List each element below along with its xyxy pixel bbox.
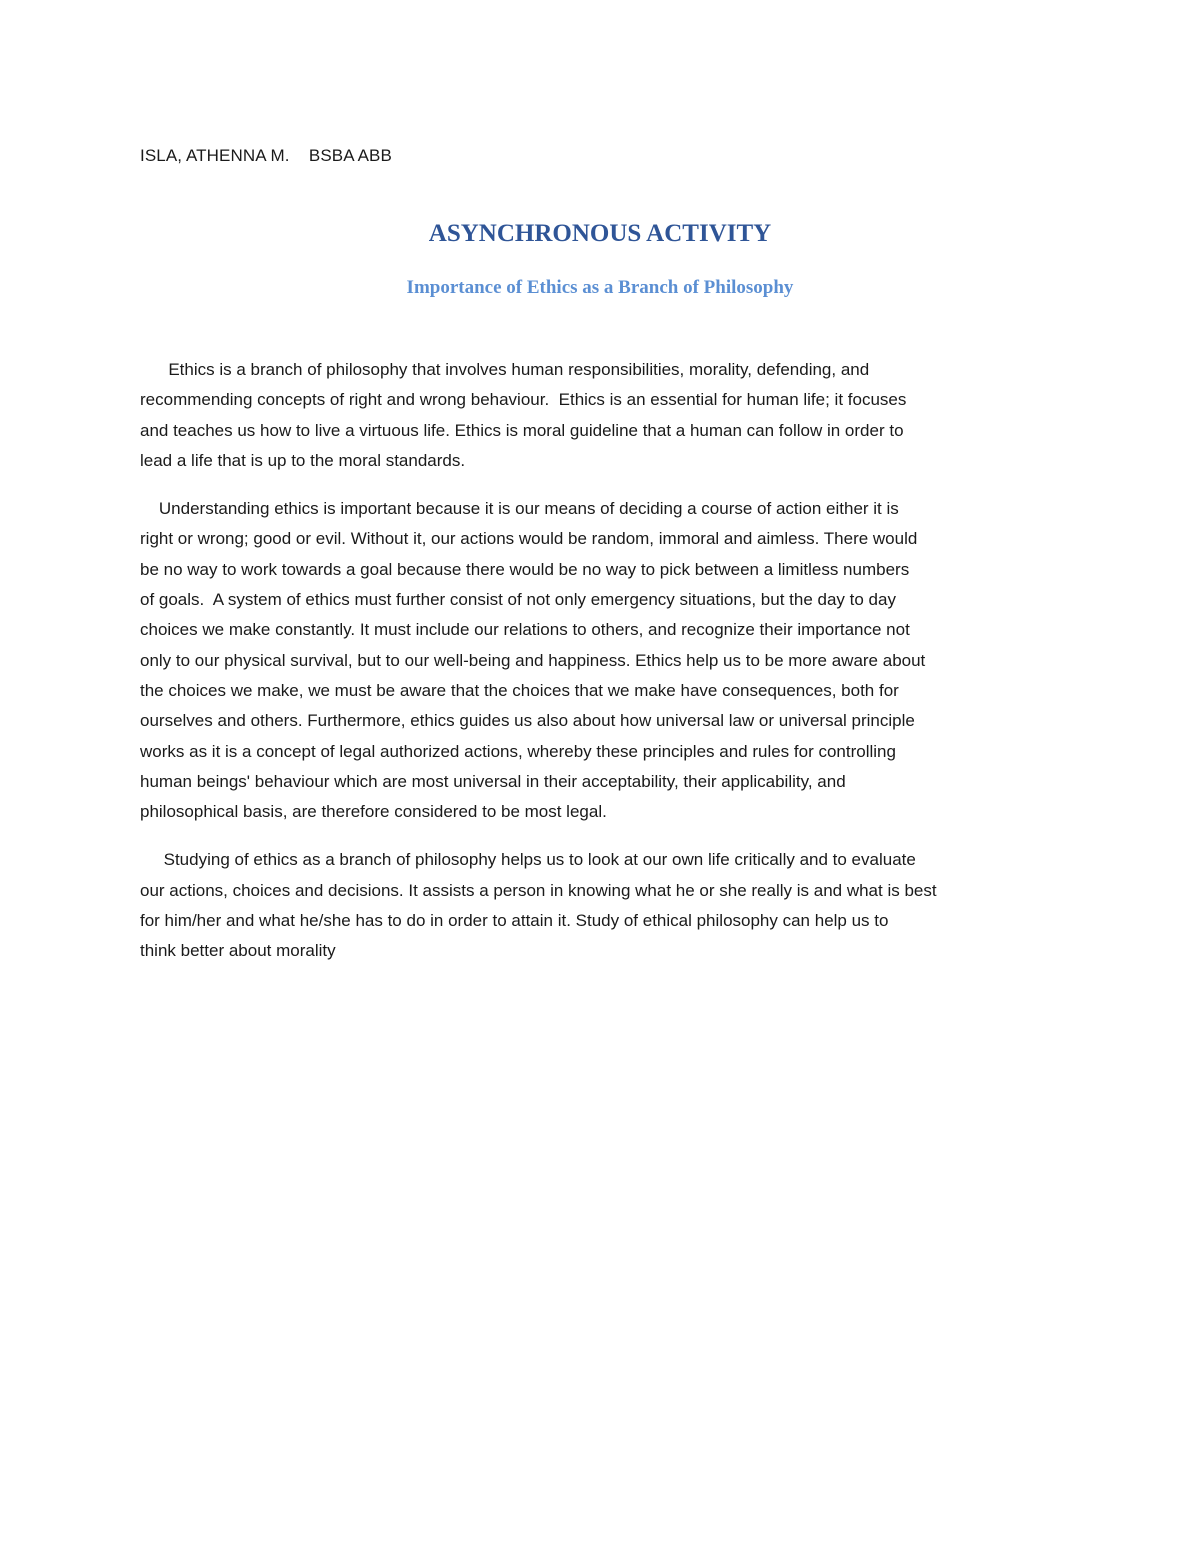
paragraph-line: philosophical basis, are therefore considered to be most legal. xyxy=(140,802,607,822)
paragraph-line: only to our physical survival, but to our well-being and happiness. Ethics help us to be more aware about xyxy=(140,650,926,670)
paragraph-line: works as it is a concept of legal authorized actions, whereby these principles and rules for controlling xyxy=(140,741,896,761)
paragraph-line: lead a life that is up to the moral standards. xyxy=(140,450,466,470)
paragraph-line: recommending concepts of right and wrong behaviour. Ethics is an essential for human life; it focuses xyxy=(140,390,907,410)
paragraph-line: Studying of ethics as a branch of philosophy helps us to look at our own life critically and to evaluate xyxy=(140,850,916,870)
paragraph-line: for him/her and what he/she has to do in order to attain it. Study of ethical philosophy can help us to xyxy=(140,911,889,931)
paragraph-line: think better about morality xyxy=(140,941,336,961)
paragraph-line: ourselves and others. Furthermore, ethics guides us also about how universal law or universal principle xyxy=(140,711,915,731)
paragraph-line: right or wrong; good or evil. Without it, our actions would be random, immoral and aimless. There would xyxy=(140,529,918,549)
paragraph-line: Understanding ethics is important because it is our means of deciding a course of action either it is xyxy=(140,499,899,519)
paragraph-line: choices we make constantly. It must include our relations to others, and recognize their importance not xyxy=(140,620,910,640)
paragraph-line: Ethics is a branch of philosophy that involves human responsibilities, morality, defending, and xyxy=(140,360,870,379)
paragraph-2 xyxy=(140,494,1070,827)
author-line: ISLA, ATHENNA M. BSBA ABB xyxy=(140,146,392,165)
paragraph-line: be no way to work towards a goal because there would be no way to pick between a limitless numbers xyxy=(140,559,910,579)
paragraph-3 xyxy=(140,845,1070,966)
page-title: ASYNCHRONOUS ACTIVITY xyxy=(428,220,772,247)
paragraph-1 xyxy=(140,355,1070,476)
paragraph-line: the choices we make, we must be aware that the choices that we make have consequences, both for xyxy=(140,680,899,700)
paragraph-line: human beings' behaviour which are most universal in their acceptability, their applicability, and xyxy=(140,771,846,791)
body-text xyxy=(140,355,1070,985)
page-subtitle: Importance of Ethics as a Branch of Philosophy xyxy=(406,277,794,298)
paragraph-line: our actions, choices and decisions. It assists a person in knowing what he or she really is and what is best xyxy=(140,880,937,900)
paragraph-line: of goals. A system of ethics must further consist of not only emergency situations, but the day to day xyxy=(140,590,896,610)
paragraph-line: and teaches us how to live a virtuous life. Ethics is moral guideline that a human can follow in order to xyxy=(140,420,904,440)
